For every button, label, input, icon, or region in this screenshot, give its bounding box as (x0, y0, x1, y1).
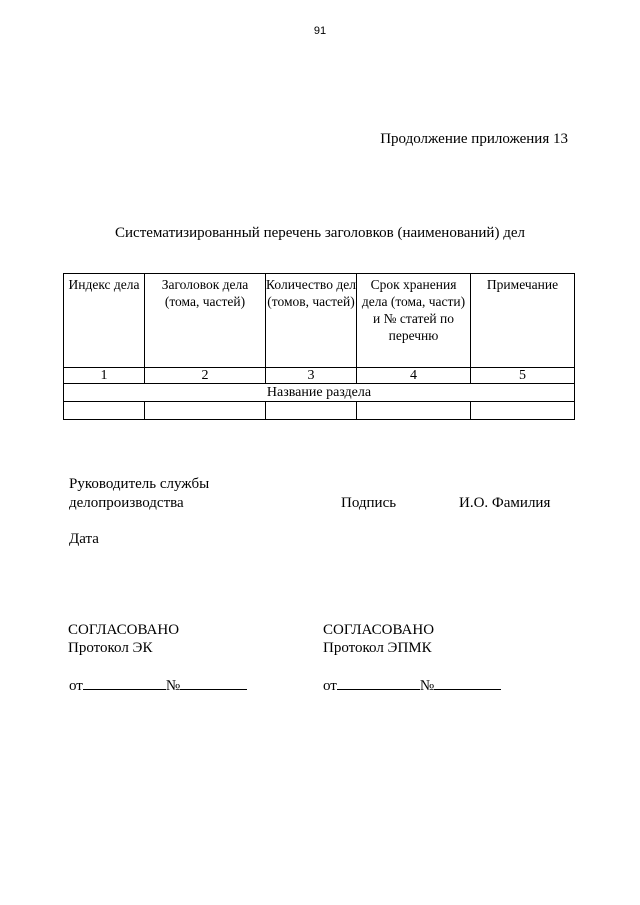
number-sign: № (419, 678, 435, 694)
empty-cell (64, 402, 145, 420)
appendix-note: Продолжение приложения 13 (380, 131, 568, 147)
approval-epmk-heading: СОГЛАСОВАНО (323, 622, 435, 638)
cases-register-table (63, 273, 575, 420)
empty-cell (471, 402, 575, 420)
number-sign: № (165, 678, 181, 694)
head-of-records-service (69, 475, 299, 513)
approval-epmk-date-number-line (323, 676, 501, 696)
number-blank-line (434, 676, 501, 690)
header-cell-count: Количество дел (томов, частей) (266, 274, 357, 368)
approval-ek-heading: СОГЛАСОВАНО (68, 622, 180, 638)
empty-row (64, 402, 575, 420)
date-label: Дата (69, 531, 99, 547)
empty-cell (357, 402, 471, 420)
page-number: 91 (313, 25, 327, 37)
full-name-label: И.О. Фамилия (459, 495, 551, 511)
date-blank-line (83, 676, 166, 690)
column-number: 3 (266, 368, 357, 384)
column-number-row (64, 368, 575, 384)
document-title: Систематизированный перечень заголовков (наименований) дел (115, 225, 525, 241)
column-number: 1 (64, 368, 145, 384)
from-label: от (323, 678, 337, 694)
header-cell-title: Заголовок дела (тома, частей) (145, 274, 266, 368)
signature-label: Подпись (341, 495, 397, 511)
table-header-row (64, 274, 575, 368)
header-cell-index: Индекс дела (64, 274, 145, 368)
header-cell-note: Примечание (471, 274, 575, 368)
approval-ek-protocol: Протокол ЭК (68, 640, 153, 656)
approval-ek-date-number-line (69, 676, 247, 696)
empty-cell (266, 402, 357, 420)
section-title-cell: Название раздела (64, 384, 575, 402)
column-number: 2 (145, 368, 266, 384)
section-row (64, 384, 575, 402)
role-line-2: делопроизводства (69, 495, 184, 511)
empty-cell (145, 402, 266, 420)
column-number: 5 (471, 368, 575, 384)
header-cell-retention: Срок хранения дела (тома, части) и № статей по перечню (357, 274, 471, 368)
role-line-1: Руководитель службы (69, 476, 210, 492)
column-number: 4 (357, 368, 471, 384)
from-label: от (69, 678, 83, 694)
date-blank-line (337, 676, 420, 690)
approval-epmk-protocol: Протокол ЭПМК (323, 640, 432, 656)
number-blank-line (180, 676, 247, 690)
